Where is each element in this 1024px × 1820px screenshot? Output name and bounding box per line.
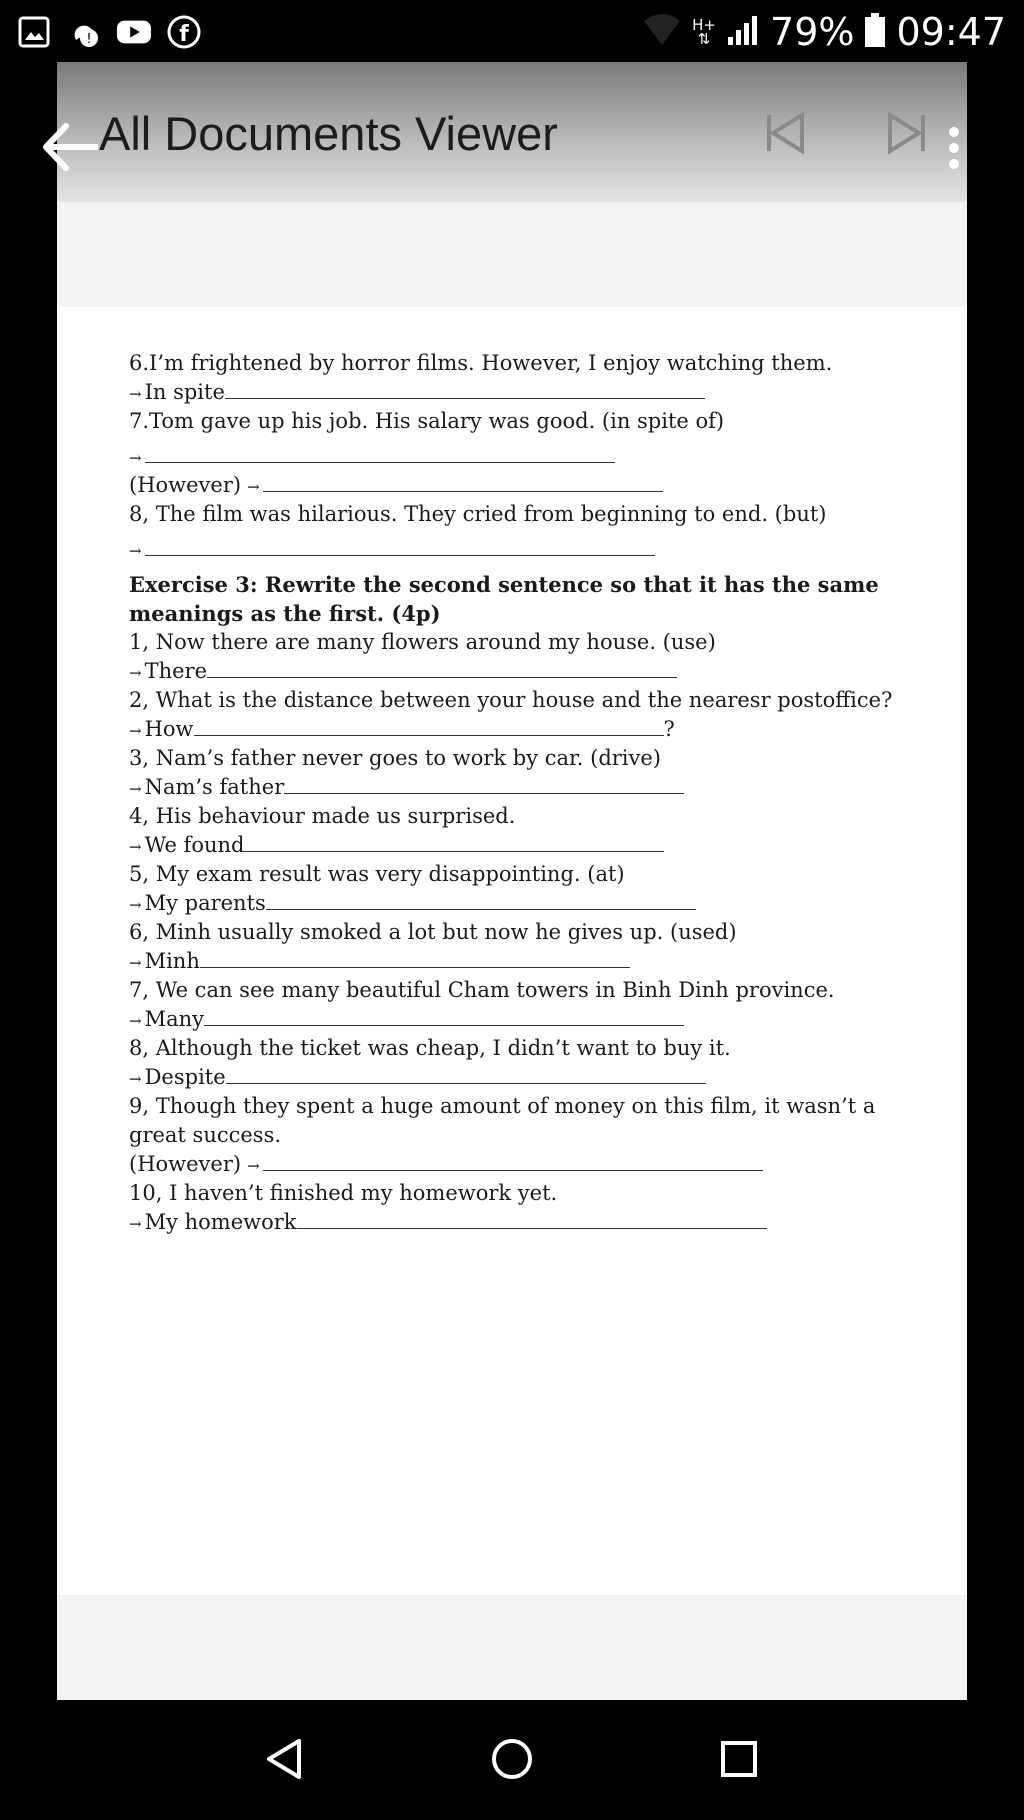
document-line (129, 628, 889, 657)
answer-blank (284, 773, 684, 794)
svg-text:!: ! (86, 32, 92, 47)
document-page[interactable] (57, 307, 967, 1595)
battery-percent: 79% (770, 10, 855, 54)
line-text: Minh (144, 949, 200, 973)
document-line (129, 442, 889, 471)
arrow-icon: → (129, 780, 142, 798)
document-line (129, 860, 889, 889)
document-line (129, 1005, 889, 1034)
network-type-label: H+ (692, 16, 716, 34)
line-text: In spite (144, 380, 225, 404)
line-text: 7.Tom gave up his job. His salary was good. (in spite of) (129, 409, 725, 433)
document-line (129, 599, 889, 628)
clock: 09:47 (896, 10, 1006, 54)
arrow-icon: → (247, 478, 260, 496)
arrow-icon: → (129, 385, 142, 403)
document-line (129, 889, 889, 918)
document-line (129, 570, 889, 599)
answer-blank (244, 831, 664, 852)
answer-blank (207, 657, 677, 678)
wifi-icon (642, 13, 682, 51)
document-line (129, 773, 889, 802)
answer-blank (194, 715, 664, 736)
arrow-icon: → (129, 1070, 142, 1088)
document-line (129, 976, 889, 1005)
line-text: 8, Although the ticket was cheap, I didn’t want to buy it. (129, 1036, 731, 1060)
document-line (129, 1179, 889, 1208)
document-line (129, 500, 889, 529)
document-line (129, 715, 889, 744)
document-line (129, 407, 889, 436)
navigation-bar (0, 1700, 1024, 1820)
document-line (129, 831, 889, 860)
line-text: great success. (129, 1123, 282, 1147)
line-text: 7, We can see many beautiful Cham towers in Binh Dinh province. (129, 978, 835, 1002)
youtube-icon (116, 14, 152, 50)
status-system-indicators (642, 10, 1006, 54)
document-line (129, 744, 889, 773)
network-type-icon: H+ ⇅ (692, 16, 716, 48)
overflow-menu-icon[interactable] (942, 124, 966, 172)
line-text: 3, Nam’s father never goes to work by car. (drive) (129, 746, 662, 770)
line-text: 1, Now there are many flowers around my house. (use) (129, 630, 716, 654)
line-suffix: ? (663, 717, 675, 741)
app-title: All Documents Viewer (99, 107, 558, 160)
arrow-icon: → (129, 1215, 142, 1233)
line-text: (However) (129, 1152, 242, 1176)
line-text: My homework (144, 1210, 297, 1234)
line-text: Exercise 3: Rewrite the second sentence so that it has the same (129, 572, 879, 597)
battery-icon (864, 12, 886, 52)
answer-blank (266, 889, 696, 910)
document-line (129, 1092, 889, 1121)
line-text: 8, The film was hilarious. They cried from beginning to end. (but) (129, 502, 827, 526)
line-text: meanings as the first. (4p) (129, 601, 441, 626)
document-line (129, 378, 889, 407)
answer-blank (145, 442, 615, 463)
line-text: We found (144, 833, 245, 857)
answer-blank (263, 471, 663, 492)
arrow-icon: → (129, 449, 142, 467)
next-page-icon[interactable] (883, 110, 929, 156)
line-text: 6.I’m frightened by horror films. However, I enjoy watching them. (129, 351, 833, 375)
arrow-icon: → (129, 954, 142, 972)
answer-blank (145, 535, 655, 556)
answer-blank (226, 1063, 706, 1084)
document-line (129, 686, 893, 715)
svg-text:f: f (179, 22, 189, 47)
document-line (129, 471, 889, 500)
line-text: (However) (129, 473, 242, 497)
line-text: 10, I haven’t finished my homework yet. (129, 1181, 558, 1205)
app-toolbar (57, 62, 967, 202)
line-text: Despite (144, 1065, 226, 1089)
status-bar (0, 0, 1024, 62)
line-text: Many (144, 1007, 204, 1031)
status-notification-icons (16, 14, 202, 50)
document-line (129, 1150, 889, 1179)
notification-icon (66, 14, 102, 50)
arrow-icon: → (247, 1157, 260, 1175)
arrow-icon: → (129, 664, 142, 682)
document-line (129, 657, 889, 686)
document-line (129, 1208, 889, 1237)
document-line (129, 1063, 889, 1092)
arrow-icon: → (129, 722, 142, 740)
document-line (129, 918, 889, 947)
home-circle-icon[interactable] (477, 1724, 547, 1794)
arrow-icon: → (129, 838, 142, 856)
recents-square-icon[interactable] (704, 1724, 774, 1794)
document-line (129, 947, 889, 976)
line-text: Nam’s father (144, 775, 285, 799)
line-text: 5, My exam result was very disappointing. (at) (129, 862, 625, 886)
line-text: How (144, 717, 194, 741)
answer-blank (204, 1005, 684, 1026)
line-text: 9, Though they spent a huge amount of money on this film, it wasn’t a (129, 1094, 876, 1118)
document-line (129, 535, 889, 564)
facebook-icon (166, 14, 202, 50)
document-line (129, 1121, 889, 1150)
arrow-icon: → (129, 542, 142, 560)
arrow-icon: → (129, 1012, 142, 1030)
line-text: 6, Minh usually smoked a lot but now he gives up. (used) (129, 920, 737, 944)
gallery-icon (16, 14, 52, 50)
document-content (129, 349, 893, 1237)
back-triangle-icon[interactable] (250, 1724, 320, 1794)
answer-blank (297, 1208, 767, 1229)
line-text: 4, His behaviour made us surprised. (129, 804, 516, 828)
previous-page-icon[interactable] (763, 110, 809, 156)
line-text: 2, What is the distance between your house and the nearesr postoffice? (129, 688, 893, 712)
signal-icon (726, 13, 760, 51)
back-arrow-icon[interactable] (40, 118, 98, 176)
line-text: There (144, 659, 208, 683)
answer-blank (200, 947, 630, 968)
answer-blank (263, 1150, 763, 1171)
line-text: My parents (144, 891, 266, 915)
answer-blank (225, 378, 705, 399)
arrow-icon: → (129, 896, 142, 914)
document-line (129, 802, 889, 831)
document-line (129, 1034, 889, 1063)
document-line (129, 349, 889, 378)
